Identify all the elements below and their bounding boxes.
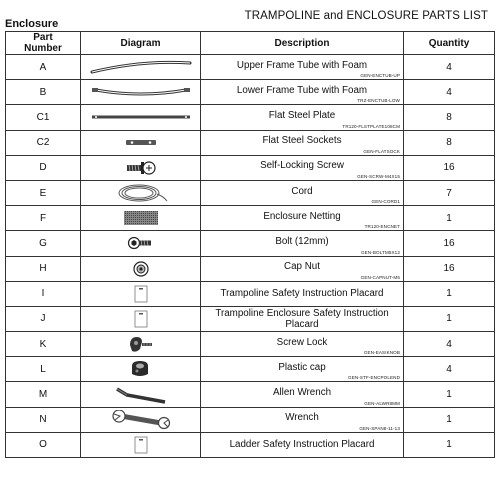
part-description: Ladder Safety Instruction Placard	[229, 439, 375, 451]
allen-wrench-icon	[111, 384, 171, 406]
diagram-cell	[81, 332, 201, 357]
table-row	[6, 80, 495, 105]
part-code: TR120-FLSTPLATE108CM	[342, 123, 400, 129]
table-row	[6, 105, 495, 130]
part-code: GEN-SPAN8-11-13	[359, 425, 400, 431]
description-cell	[201, 231, 404, 256]
table-row	[6, 281, 495, 306]
part-number: E	[6, 180, 81, 205]
table-row	[6, 357, 495, 382]
part-number: M	[6, 382, 81, 407]
diagram-cell	[81, 80, 201, 105]
description-cell	[201, 55, 404, 80]
part-description: Allen Wrench	[272, 387, 332, 399]
table-row	[6, 155, 495, 180]
diagram-cell	[81, 382, 201, 407]
description-cell	[201, 306, 404, 331]
flat-socket-icon	[121, 137, 161, 149]
col-header-part-number: Part Number	[6, 32, 81, 55]
part-number: B	[6, 80, 81, 105]
screw-lock-icon	[124, 333, 158, 355]
part-code: GEN-SCRW-M4X15	[357, 173, 400, 179]
part-code: GEN-CAPNUT-M5	[360, 274, 400, 280]
table-row	[6, 407, 495, 432]
diagram-cell	[81, 281, 201, 306]
part-description: Flat Steel Plate	[268, 109, 336, 121]
diagram-cell	[81, 55, 201, 80]
table-row	[6, 306, 495, 331]
part-number: K	[6, 332, 81, 357]
diagram-cell	[81, 105, 201, 130]
part-quantity: 4	[404, 55, 495, 80]
part-code: TRZ-ENCTUB-LOW	[357, 98, 400, 104]
diagram-cell	[81, 432, 201, 457]
bolt-icon	[126, 235, 156, 251]
table-row	[6, 130, 495, 155]
part-description: Flat Steel Sockets	[262, 135, 342, 147]
diagram-cell	[81, 130, 201, 155]
lower-tube-icon	[86, 84, 196, 100]
description-cell	[201, 382, 404, 407]
col-header-diagram: Diagram	[81, 32, 201, 55]
part-description: Bolt (12mm)	[275, 235, 329, 247]
part-description: Trampoline Safety Instruction Placard	[220, 288, 384, 300]
part-number: I	[6, 281, 81, 306]
part-description: Enclosure Netting	[263, 210, 341, 222]
part-quantity: 7	[404, 180, 495, 205]
diagram-cell	[81, 180, 201, 205]
part-description: Wrench	[285, 412, 319, 424]
curved-tube-icon	[86, 58, 196, 76]
netting-icon	[121, 209, 161, 227]
part-description: Trampoline Enclosure Safety Instruction Placard	[215, 307, 389, 330]
part-quantity: 4	[404, 332, 495, 357]
part-code: GEN-CORD1	[371, 199, 400, 205]
part-description: Self-Locking Screw	[260, 160, 344, 172]
screw-icon	[121, 159, 161, 177]
description-cell	[201, 105, 404, 130]
part-code: GEN-ALWR8MM	[364, 400, 400, 406]
col-header-description: Description	[201, 32, 404, 55]
part-quantity: 1	[404, 432, 495, 457]
description-cell	[201, 155, 404, 180]
diagram-cell	[81, 206, 201, 231]
placard-icon	[131, 284, 151, 304]
description-cell	[201, 206, 404, 231]
description-cell	[201, 407, 404, 432]
part-code: GEN-FLATSOCK	[363, 148, 400, 154]
part-quantity: 1	[404, 306, 495, 331]
placard-icon	[131, 309, 151, 329]
table-row	[6, 432, 495, 457]
part-quantity: 1	[404, 382, 495, 407]
part-number: D	[6, 155, 81, 180]
table-row	[6, 256, 495, 281]
description-cell	[201, 256, 404, 281]
cord-icon	[111, 182, 171, 204]
part-number: O	[6, 432, 81, 457]
part-number: L	[6, 357, 81, 382]
description-cell	[201, 130, 404, 155]
table-row	[6, 180, 495, 205]
part-number: G	[6, 231, 81, 256]
page-title: TRAMPOLINE and ENCLOSURE PARTS LIST	[244, 10, 488, 22]
diagram-cell	[81, 407, 201, 432]
description-cell	[201, 432, 404, 457]
description-cell	[201, 332, 404, 357]
part-description: Plastic cap	[278, 361, 326, 373]
description-cell	[201, 180, 404, 205]
diagram-cell	[81, 231, 201, 256]
plastic-cap-icon	[126, 358, 156, 380]
part-number: N	[6, 407, 81, 432]
cap-nut-icon	[131, 260, 151, 278]
part-number: J	[6, 306, 81, 331]
part-description: Upper Frame Tube with Foam	[236, 59, 368, 71]
part-code: GEN-STF-ENCPOLEND	[348, 375, 400, 381]
description-cell	[201, 80, 404, 105]
col-header-quantity: Quantity	[404, 32, 495, 55]
diagram-cell	[81, 256, 201, 281]
table-row	[6, 231, 495, 256]
part-quantity: 1	[404, 407, 495, 432]
part-number: A	[6, 55, 81, 80]
part-quantity: 4	[404, 357, 495, 382]
description-cell	[201, 357, 404, 382]
part-code: TR120-ENCNET	[364, 224, 400, 230]
part-quantity: 16	[404, 231, 495, 256]
diagram-cell	[81, 155, 201, 180]
part-quantity: 1	[404, 281, 495, 306]
part-quantity: 16	[404, 256, 495, 281]
table-row	[6, 332, 495, 357]
part-quantity: 16	[404, 155, 495, 180]
section-heading: Enclosure	[5, 18, 59, 30]
table-row	[6, 382, 495, 407]
diagram-cell	[81, 357, 201, 382]
part-quantity: 8	[404, 130, 495, 155]
part-description: Lower Frame Tube with Foam	[236, 84, 368, 96]
part-quantity: 8	[404, 105, 495, 130]
table-row	[6, 206, 495, 231]
part-quantity: 1	[404, 206, 495, 231]
part-description: Screw Lock	[276, 336, 328, 348]
header-row	[6, 32, 495, 55]
diagram-cell	[81, 306, 201, 331]
wrench-icon	[109, 410, 173, 430]
part-code: GEN-BOLTM5X12	[361, 249, 400, 255]
placard-icon	[131, 435, 151, 455]
part-number: H	[6, 256, 81, 281]
part-number: C1	[6, 105, 81, 130]
part-number: C2	[6, 130, 81, 155]
part-number: F	[6, 206, 81, 231]
part-code: GEN-EASIKNOB	[363, 350, 400, 356]
part-description: Cap Nut	[284, 261, 320, 273]
table-row	[6, 55, 495, 80]
part-code: GEN-ENCTUB-UP	[360, 73, 400, 79]
flat-plate-icon	[86, 112, 196, 122]
part-description: Cord	[291, 185, 313, 197]
parts-table	[5, 31, 495, 458]
description-cell	[201, 281, 404, 306]
part-quantity: 4	[404, 80, 495, 105]
